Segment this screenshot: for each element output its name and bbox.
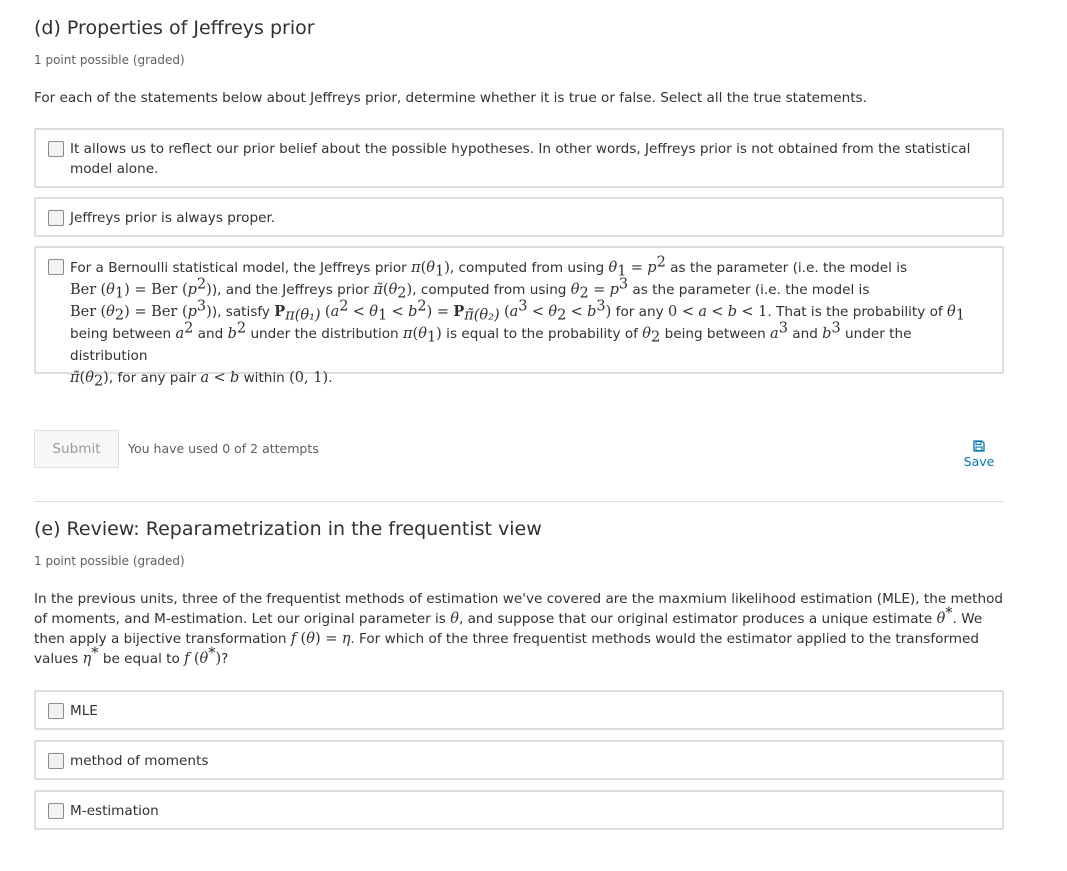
part-e-prompt-6: ? [221,651,229,667]
choice-e3-label: M-estimation [70,803,159,819]
choice-d3-text-15: and [792,326,818,342]
choice-d3-text-16: under the distribution [70,326,912,364]
choice-d3-text-9: . That is the probability of [767,304,943,320]
choice-d3-label: For a Bernoulli statistical model, the Jeffreys prior $\pi(\theta_1)$, computed from using $\theta_1 = p^2$ as the parameter (i.e. the model is Ber $(\theta_1)$ = Ber $(p^2)$), and the Jeffreys prior $\pĩ(\theta_2)$, computed from using $\theta_2 = p^3$ as the parameter (i.e. the model is Ber $(\theta_2)$ = Ber $(p^3)$), satisfy $P_{\pi(\theta_1)}$ $(a^2 < \theta_1 < b^2) = P_{\pĩ(\theta_2)}$ $(a^3 < \theta_2 < b^3)$ for any 0 < a < b < 1. That is the probability of $\theta_1$ being between $a^2$ and $b^2$ under the distribution $\pi(\theta_1)$ is equal to the probability of $\theta_2$ being between $a^3$ and $b^3$ under the distribution $\pĩ(\theta_2)$, for any pair a < b within (0, 1). [70,254,965,390]
choice-d1-label: It allows us to reflect our prior belief about the possible hypotheses. In other words, Jeffreys prior is not obtained from the statistical model alone. [70,141,971,177]
checkbox-d1[interactable] [48,141,64,157]
choice-d3-text-11: and [197,326,224,342]
choice-e3[interactable] [34,790,1004,830]
choice-d3-text-18: within [243,370,285,386]
part-d-points: 1 point possible (graded) [34,53,185,67]
checkbox-d3[interactable] [48,259,64,275]
save-label: Save [963,454,995,469]
choice-d1[interactable] [34,128,1004,188]
choice-d3-text-7: ), satisfy [211,304,270,320]
checkbox-e2[interactable] [48,753,64,769]
part-d-prompt: For each of the statements below about Jeffreys prior, determine whether it is true or false. Select all the true statements. [34,90,867,106]
choice-d2-label: Jeffreys prior is always proper. [70,210,276,226]
choice-e2[interactable] [34,740,1004,780]
choice-d2[interactable] [34,197,1004,237]
choice-d3[interactable] [34,246,1004,390]
part-d-title: (d) Properties of Jeffreys prior [34,17,315,39]
choice-d3-text-4: ), and the Jeffreys prior [211,282,370,298]
submit-button[interactable]: Submit [34,430,119,468]
part-e-prompt: In the previous units, three of the frequentist methods of estimation we've covered are the maxmium likelihood estimation (MLE), the method of moments, and M-estimation. Let our original parameter is θ, and suppose that our original estimator produces a unique estimate θ*. We then apply a bijective transformation f (θ) = η. For which of the three frequentist methods would the estimator applied to the transformed values η* be equal to f (θ*)? [34,591,1004,667]
choice-d3-text-13: is equal to the probability of [446,326,638,342]
choice-d3-text-8: for any [615,304,664,320]
floppy-disk-icon [973,440,985,452]
choice-d3-text-12: under the distribution [250,326,399,342]
choice-d3-text-3: as the parameter (i.e. the model is [670,260,908,276]
choice-d3-text-10: being between [70,326,172,342]
choice-d3-text-6: as the parameter (i.e. the model is [632,282,870,298]
choice-e1-label: MLE [70,703,98,719]
checkbox-e1[interactable] [48,703,64,719]
part-e-prompt-4: . For which of the three frequentist methods would the estimator applied to the transformed values [34,631,980,667]
attempts-text: You have used 0 of 2 attempts [128,441,319,456]
choice-d3-text-14: being between [664,326,766,342]
part-e-prompt-5: be equal to [102,651,180,667]
choice-d3-text-2: , computed from using [449,260,605,276]
checkbox-d2[interactable] [48,210,64,226]
choice-e1[interactable] [34,690,1004,730]
choice-d3-text-17: , for any pair [108,370,197,386]
part-e-title: (e) Review: Reparametrization in the frequentist view [34,518,542,540]
section-divider [34,501,1004,502]
save-button[interactable] [958,440,1000,469]
part-e-prompt-1: In the previous units, three of the frequentist methods of estimation we've covered are the maxmium likelihood estimation (MLE), the method of moments, and M-estimation. Let our original parameter is [34,591,1004,627]
choice-e2-label: method of moments [70,753,209,769]
checkbox-e3[interactable] [48,803,64,819]
part-e-points: 1 point possible (graded) [34,554,185,568]
part-e-prompt-3: . We then apply a bijective transformation [34,611,983,647]
choice-d3-text-1: For a Bernoulli statistical model, the Jeffreys prior [70,260,407,276]
part-e-prompt-2: , and suppose that our original estimator produces a unique estimate [458,611,933,627]
choice-d3-text-5: , computed from using [412,282,567,298]
